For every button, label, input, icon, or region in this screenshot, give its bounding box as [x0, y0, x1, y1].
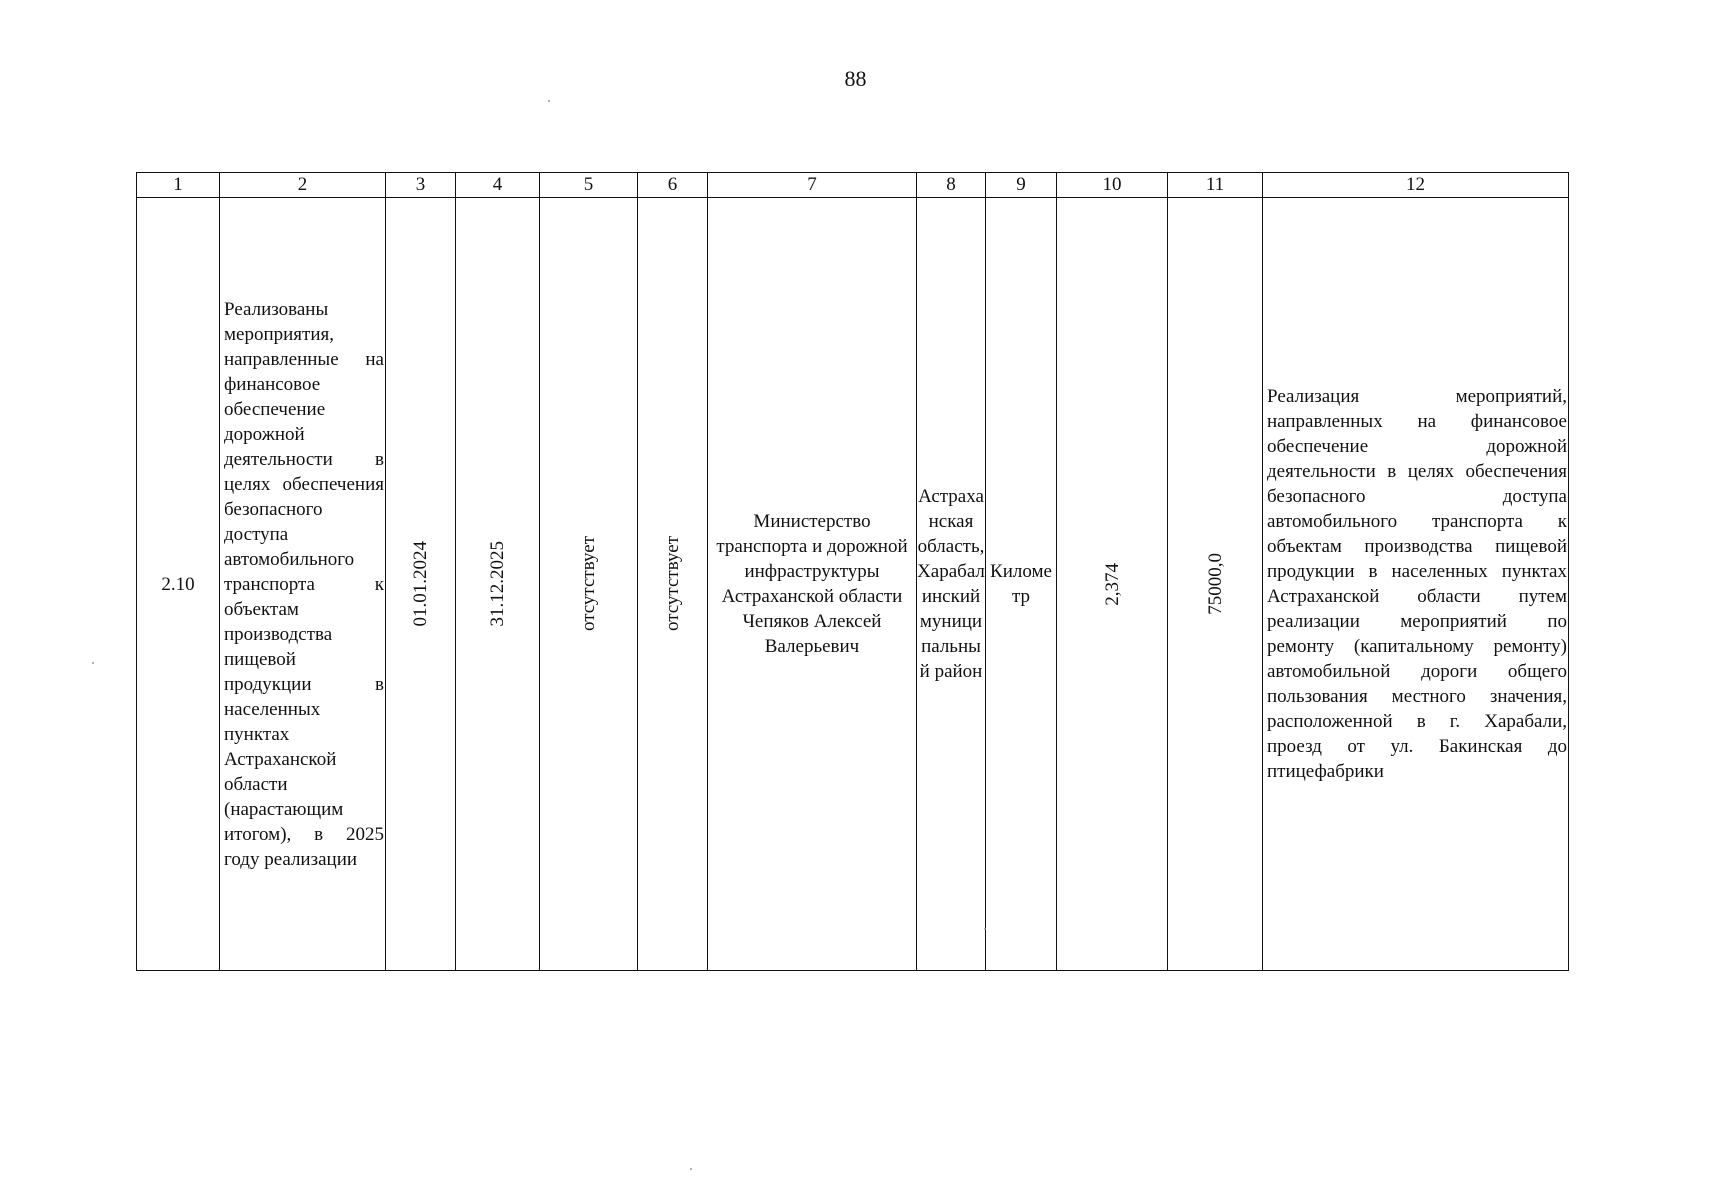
column-header: 1: [137, 173, 220, 198]
col5-cell: [540, 198, 638, 971]
scan-speck: [690, 1168, 692, 1170]
column-header: 9: [986, 173, 1057, 198]
characteristic-cell: [1263, 198, 1569, 971]
col6-value: отсутствует: [662, 536, 683, 632]
column-header: 2: [220, 173, 386, 198]
unit-cell: [986, 198, 1057, 971]
value-cell: [1057, 198, 1168, 971]
territory-cell: [917, 198, 986, 971]
table-row: [137, 198, 1569, 971]
amount-cell: [1168, 198, 1263, 971]
column-header: 5: [540, 173, 638, 198]
start-date: 01.01.2024: [410, 541, 431, 627]
column-header: 7: [708, 173, 917, 198]
value-text: 2,374: [1101, 562, 1123, 606]
page-number: 88: [844, 66, 867, 91]
column-header: 8: [917, 173, 986, 198]
row-number-cell: [137, 198, 220, 971]
column-header: 6: [638, 173, 708, 198]
scan-speck: [92, 662, 94, 664]
column-header: 4: [456, 173, 540, 198]
unit-text: Километр: [990, 561, 1052, 607]
column-header: 12: [1263, 173, 1569, 198]
col6-cell: [638, 198, 708, 971]
column-header: 3: [386, 173, 456, 198]
scan-speck: [984, 928, 986, 930]
column-header: 10: [1057, 173, 1168, 198]
description-cell: [220, 198, 386, 971]
territory-text: Астраханская область, Харабалинский муниципальный район: [917, 486, 985, 682]
result-description: Реализованы мероприятия, направленные на финансовое обеспечение дорожной деятельности в целях обеспечения безопасного доступа автомобильного транспорта к объектам производства пищевой продукции в населенных пунктах Астраханской области (нарастающим итогом), в 2025 году реализации: [224, 298, 384, 870]
responsible-text: Министерство транспорта и дорожной инфраструктуры Астраханской области Чепяков Алексей Валерьевич: [716, 511, 908, 657]
end-date: 31.12.2025: [487, 541, 508, 627]
start-date-cell: [386, 198, 456, 971]
amount-text: 75000,0: [1204, 553, 1226, 615]
scan-speck: [548, 100, 550, 102]
header-row: [137, 173, 1569, 198]
end-date-cell: [456, 198, 540, 971]
responsible-cell: [708, 198, 917, 971]
col5-value: отсутствует: [578, 536, 599, 632]
data-table: [136, 172, 1569, 971]
row-number: 2.10: [161, 573, 195, 595]
characteristic-text: Реализация мероприятий, направленных на финансовое обеспечение дорожной деятельности в целях обеспечения безопасного доступа автомобильного транспорта к объектам производства пищевой продукции в населенных пунктах Астраханской области путем реализации мероприятий по ремонту (капитальному ремонту) автомобильной дороги общего пользования местного значения, расположенной в г. Харабали, проезд от ул. Бакинская до птицефабрики: [1267, 386, 1567, 782]
column-header: 11: [1168, 173, 1263, 198]
